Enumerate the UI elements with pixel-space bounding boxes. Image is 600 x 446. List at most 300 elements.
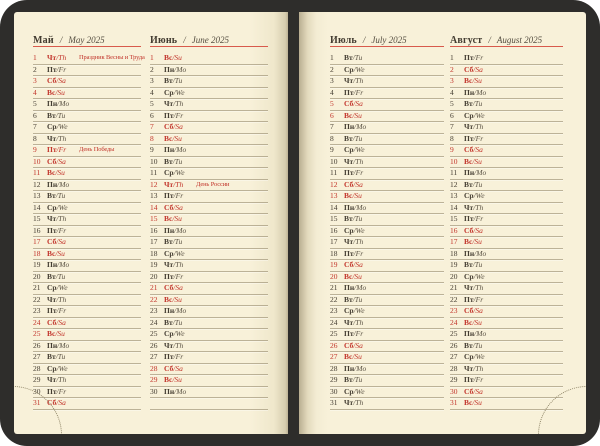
day-row [150,76,268,88]
weekday-abbrev: Чт/Th [47,214,67,223]
day-row [330,318,444,330]
day-number: 22 [330,294,338,304]
day-number: 21 [33,283,41,292]
weekday-abbrev: Вс/Su [464,317,482,327]
weekday-abbrev: Пн/Mo [344,202,367,212]
weekday-abbrev: Вт/Tu [47,110,66,120]
day-row [450,387,563,399]
day-number: 29 [330,375,338,384]
month-name-separator: / [488,35,491,45]
day-number: 1 [330,53,334,62]
day-number: 3 [330,76,334,85]
day-row [330,203,444,215]
weekday-abbrev: Сб/Sa [344,179,363,189]
day-number: 24 [330,317,338,327]
day-row [33,341,141,353]
day-number: 30 [33,386,41,396]
weekday-abbrev: Пт/Fr [47,64,67,74]
weekday-abbrev: Пн/Mo [464,329,487,338]
day-row [450,283,563,295]
month-column-august [450,30,563,410]
day-row [450,375,563,387]
day-row [330,306,444,318]
weekday-abbrev: Сб/Sa [464,64,483,74]
day-row [450,88,563,100]
day-rows [450,53,563,410]
weekday-abbrev: Пн/Mo [164,64,187,74]
day-row [330,295,444,307]
day-number: 5 [450,99,454,108]
weekday-abbrev: Ср/We [47,283,68,292]
weekday-abbrev: Вт/Tu [344,294,363,304]
blank-row [150,398,268,410]
weekday-abbrev: Вс/Su [164,214,182,223]
weekday-abbrev: Вс/Su [344,271,362,281]
day-number: 7 [450,122,454,131]
day-row [150,387,268,399]
weekday-abbrev: Вс/Su [47,329,65,338]
day-row [330,375,444,387]
day-rows [330,53,444,410]
day-row [450,134,563,146]
day-row [450,111,563,123]
month-name-en: July 2025 [371,35,407,45]
day-row [150,375,268,387]
day-row [330,180,444,192]
weekday-abbrev: Сб/Sa [464,386,483,396]
day-row [33,306,141,318]
day-row [33,88,141,100]
day-row [33,387,141,399]
day-row [450,203,563,215]
weekday-abbrev: Пн/Mo [47,260,70,269]
day-number: 6 [450,110,454,120]
day-number: 8 [150,133,154,143]
day-number: 18 [450,248,458,258]
day-row [150,260,268,272]
weekday-abbrev: Сб/Sa [47,398,66,407]
weekday-abbrev: Пт/Fr [47,386,67,396]
weekday-abbrev: Вт/Tu [344,133,363,143]
day-number: 26 [150,340,158,350]
day-number: 26 [450,340,458,350]
day-number: 21 [150,283,158,292]
weekday-abbrev: Вс/Su [164,294,182,304]
day-number: 17 [33,237,41,246]
weekday-abbrev: Чт/Th [464,122,484,131]
day-number: 17 [150,237,158,246]
day-number: 19 [330,260,338,269]
day-number: 26 [33,340,41,350]
day-row [450,168,563,180]
day-row [150,352,268,364]
day-number: 28 [330,363,338,373]
weekday-abbrev: Пн/Mo [164,145,187,154]
day-row [150,295,268,307]
weekday-abbrev: Ср/We [344,306,365,315]
weekday-abbrev: Пт/Fr [47,306,67,315]
day-number: 15 [450,214,458,223]
day-row [33,134,141,146]
day-row [33,65,141,77]
day-number: 1 [150,53,154,62]
day-row [150,53,268,65]
holiday-note: День России [196,180,230,188]
weekday-abbrev: Пт/Fr [164,110,184,120]
weekday-abbrev: Чт/Th [344,398,364,407]
weekday-abbrev: Пт/Fr [464,375,484,384]
day-number: 4 [33,87,37,97]
day-number: 20 [450,271,458,281]
day-row [330,145,444,157]
day-row [330,226,444,238]
weekday-abbrev: Ср/We [344,225,365,235]
weekday-abbrev: Пн/Mo [47,340,70,350]
day-number: 28 [150,363,158,373]
weekday-abbrev: Пн/Mo [164,225,187,235]
weekday-abbrev: Пн/Mo [464,87,487,97]
day-rows [150,53,268,410]
month-column-may [33,30,145,410]
day-row [150,157,268,169]
day-row [150,99,268,111]
day-row [450,329,563,341]
day-row [330,341,444,353]
day-row [33,352,141,364]
weekday-abbrev: Сб/Sa [47,156,66,166]
day-number: 14 [450,202,458,212]
day-number: 31 [330,398,338,407]
day-row [450,122,563,134]
day-row [450,260,563,272]
day-row [150,88,268,100]
weekday-abbrev: Ср/We [344,64,365,74]
day-row [450,53,563,65]
day-row [330,88,444,100]
weekday-abbrev: Сб/Sa [164,283,183,292]
day-number: 15 [33,214,41,223]
day-number: 5 [150,99,154,108]
day-row [450,306,563,318]
weekday-abbrev: Вт/Tu [47,271,66,281]
day-number: 16 [33,225,41,235]
weekday-abbrev: Вт/Tu [164,237,183,246]
month-header [450,30,563,47]
day-number: 22 [450,294,458,304]
day-row [33,364,141,376]
weekday-abbrev: Пт/Fr [344,87,364,97]
day-row [330,122,444,134]
weekday-abbrev: Чт/Th [47,53,67,62]
day-number: 19 [33,260,41,269]
weekday-abbrev: Вт/Tu [344,375,363,384]
day-number: 3 [150,76,154,85]
day-number: 27 [450,352,458,361]
page-left [14,12,288,434]
weekday-abbrev: Вт/Tu [164,76,183,85]
day-row [450,318,563,330]
day-row [150,134,268,146]
weekday-abbrev: Чт/Th [344,317,364,327]
weekday-abbrev: Ср/We [47,202,68,212]
weekday-abbrev: Вт/Tu [164,156,183,166]
weekday-abbrev: Пт/Fr [464,214,484,223]
day-number: 2 [330,64,334,74]
weekday-abbrev: Сб/Sa [164,202,183,212]
day-row [450,214,563,226]
day-row [330,249,444,261]
weekday-abbrev: Вт/Tu [464,340,483,350]
day-row [33,145,141,157]
weekday-abbrev: Ср/We [464,191,485,200]
weekday-abbrev: Сб/Sa [164,363,183,373]
weekday-abbrev: Чт/Th [47,375,67,384]
weekday-abbrev: Пт/Fr [47,225,67,235]
page-right [299,12,586,434]
weekday-abbrev: Чт/Th [464,283,484,292]
day-row [330,65,444,77]
day-number: 2 [450,64,454,74]
weekday-abbrev: Вт/Tu [464,179,483,189]
day-number: 12 [150,179,158,189]
day-number: 20 [150,271,158,281]
month-name-ru: Август [450,35,483,46]
weekday-abbrev: Пн/Mo [464,248,487,258]
day-row [450,145,563,157]
day-row [33,295,141,307]
weekday-abbrev: Пт/Fr [164,271,184,281]
weekday-abbrev: Пт/Fr [464,294,484,304]
weekday-abbrev: Вс/Su [464,237,482,246]
holiday-note: День Победы [79,146,115,154]
day-row [330,352,444,364]
day-number: 19 [150,260,158,269]
day-number: 29 [150,375,158,384]
weekday-abbrev: Пт/Fr [464,133,484,143]
day-row [450,272,563,284]
weekday-abbrev: Вс/Su [344,110,362,120]
day-row [33,237,141,249]
day-number: 8 [450,133,454,143]
day-row [33,157,141,169]
day-row [450,76,563,88]
day-number: 16 [330,225,338,235]
day-row [450,249,563,261]
day-number: 30 [150,386,158,396]
day-number: 6 [150,110,154,120]
day-number: 4 [330,87,334,97]
day-number: 11 [330,168,338,177]
day-number: 7 [33,122,37,131]
weekday-abbrev: Пн/Mo [344,363,367,373]
weekday-abbrev: Вс/Su [164,375,182,384]
day-row [330,364,444,376]
day-row [150,283,268,295]
weekday-abbrev: Ср/We [164,248,185,258]
day-row [330,99,444,111]
weekday-abbrev: Сб/Sa [344,99,363,108]
weekday-abbrev: Пн/Mo [164,306,187,315]
day-number: 24 [150,317,158,327]
day-number: 17 [450,237,458,246]
day-row [450,364,563,376]
weekday-abbrev: Чт/Th [464,363,484,373]
weekday-abbrev: Чт/Th [47,294,67,304]
day-number: 8 [330,133,334,143]
day-row [150,122,268,134]
weekday-abbrev: Сб/Sa [464,145,483,154]
weekday-abbrev: Вт/Tu [344,53,363,62]
day-row [33,214,141,226]
day-number: 30 [450,386,458,396]
weekday-abbrev: Вс/Su [344,352,362,361]
day-number: 4 [450,87,454,97]
day-number: 24 [33,317,41,327]
weekday-abbrev: Вт/Tu [464,260,483,269]
day-row [150,168,268,180]
weekday-abbrev: Ср/We [464,110,485,120]
day-row [330,191,444,203]
day-row [330,76,444,88]
day-row [330,157,444,169]
month-header [33,30,141,47]
weekday-abbrev: Ср/We [344,386,365,396]
day-number: 18 [33,248,41,258]
day-row [33,122,141,134]
weekday-abbrev: Сб/Sa [344,260,363,269]
day-number: 25 [330,329,338,338]
day-row [450,157,563,169]
month-column-june [150,30,268,410]
day-number: 9 [450,145,454,154]
weekday-abbrev: Вс/Su [47,87,65,97]
day-number: 13 [33,191,41,200]
weekday-abbrev: Сб/Sa [164,122,183,131]
day-number: 25 [150,329,158,338]
weekday-abbrev: Чт/Th [344,156,364,166]
weekday-abbrev: Ср/We [164,329,185,338]
weekday-abbrev: Чт/Th [164,260,184,269]
weekday-abbrev: Пн/Mo [344,122,367,131]
weekday-abbrev: Ср/We [47,122,68,131]
day-number: 28 [33,363,41,373]
day-number: 8 [33,133,37,143]
weekday-abbrev: Пт/Fr [344,329,364,338]
day-number: 12 [330,179,338,189]
day-row [330,272,444,284]
weekday-abbrev: Вс/Su [47,248,65,258]
weekday-abbrev: Пн/Mo [47,179,70,189]
weekday-abbrev: Вт/Tu [344,214,363,223]
day-row [33,375,141,387]
weekday-abbrev: Вс/Su [464,398,482,407]
weekday-abbrev: Сб/Sa [344,340,363,350]
day-row [450,180,563,192]
day-number: 7 [150,122,154,131]
weekday-abbrev: Чт/Th [47,133,67,143]
day-number: 20 [33,271,41,281]
day-row [330,398,444,410]
day-number: 21 [330,283,338,292]
weekday-abbrev: Чт/Th [344,76,364,85]
day-row [150,306,268,318]
day-number: 26 [330,340,338,350]
day-number: 17 [330,237,338,246]
day-row [33,76,141,88]
day-number: 23 [450,306,458,315]
day-row [33,329,141,341]
day-number: 18 [330,248,338,258]
day-row [33,283,141,295]
day-row [450,352,563,364]
day-number: 22 [150,294,158,304]
day-number: 15 [150,214,158,223]
day-number: 10 [330,156,338,166]
day-row [150,341,268,353]
month-name-separator: / [183,35,186,45]
day-row [33,191,141,203]
day-number: 10 [450,156,458,166]
day-number: 13 [450,191,458,200]
month-name-en: June 2025 [191,35,230,45]
weekday-abbrev: Пн/Mo [164,386,187,396]
month-name-en: August 2025 [496,35,543,45]
weekday-abbrev: Вс/Su [464,156,482,166]
weekday-abbrev: Чт/Th [164,340,184,350]
day-number: 5 [33,99,37,108]
day-number: 11 [33,168,41,177]
weekday-abbrev: Ср/We [47,363,68,373]
weekday-abbrev: Пт/Fr [344,168,364,177]
day-row [150,226,268,238]
day-row [150,145,268,157]
day-row [330,283,444,295]
month-header [330,30,444,47]
weekday-abbrev: Вс/Su [344,191,362,200]
weekday-abbrev: Сб/Sa [47,317,66,327]
day-number: 21 [450,283,458,292]
day-row [450,341,563,353]
day-row [33,249,141,261]
month-name-separator: / [362,35,366,45]
weekday-abbrev: Пт/Fr [47,145,67,154]
day-row [150,272,268,284]
day-number: 1 [33,53,37,62]
weekday-abbrev: Ср/We [164,87,185,97]
day-number: 27 [330,352,338,361]
day-row [150,329,268,341]
day-row [150,111,268,123]
day-row [33,168,141,180]
weekday-abbrev: Чт/Th [464,202,484,212]
weekday-abbrev: Сб/Sa [47,237,66,246]
day-row [450,295,563,307]
day-number: 12 [450,179,458,189]
month-column-july [330,30,444,410]
day-row [150,318,268,330]
day-number: 13 [150,191,158,200]
day-number: 3 [450,76,454,85]
weekday-abbrev: Вс/Su [464,76,482,85]
day-row [33,260,141,272]
weekday-abbrev: Ср/We [164,168,185,177]
day-row [330,237,444,249]
day-number: 13 [330,191,338,200]
weekday-abbrev: Сб/Sa [464,306,483,315]
day-number: 2 [33,64,37,74]
day-number: 23 [330,306,338,315]
weekday-abbrev: Пн/Mo [47,99,70,108]
